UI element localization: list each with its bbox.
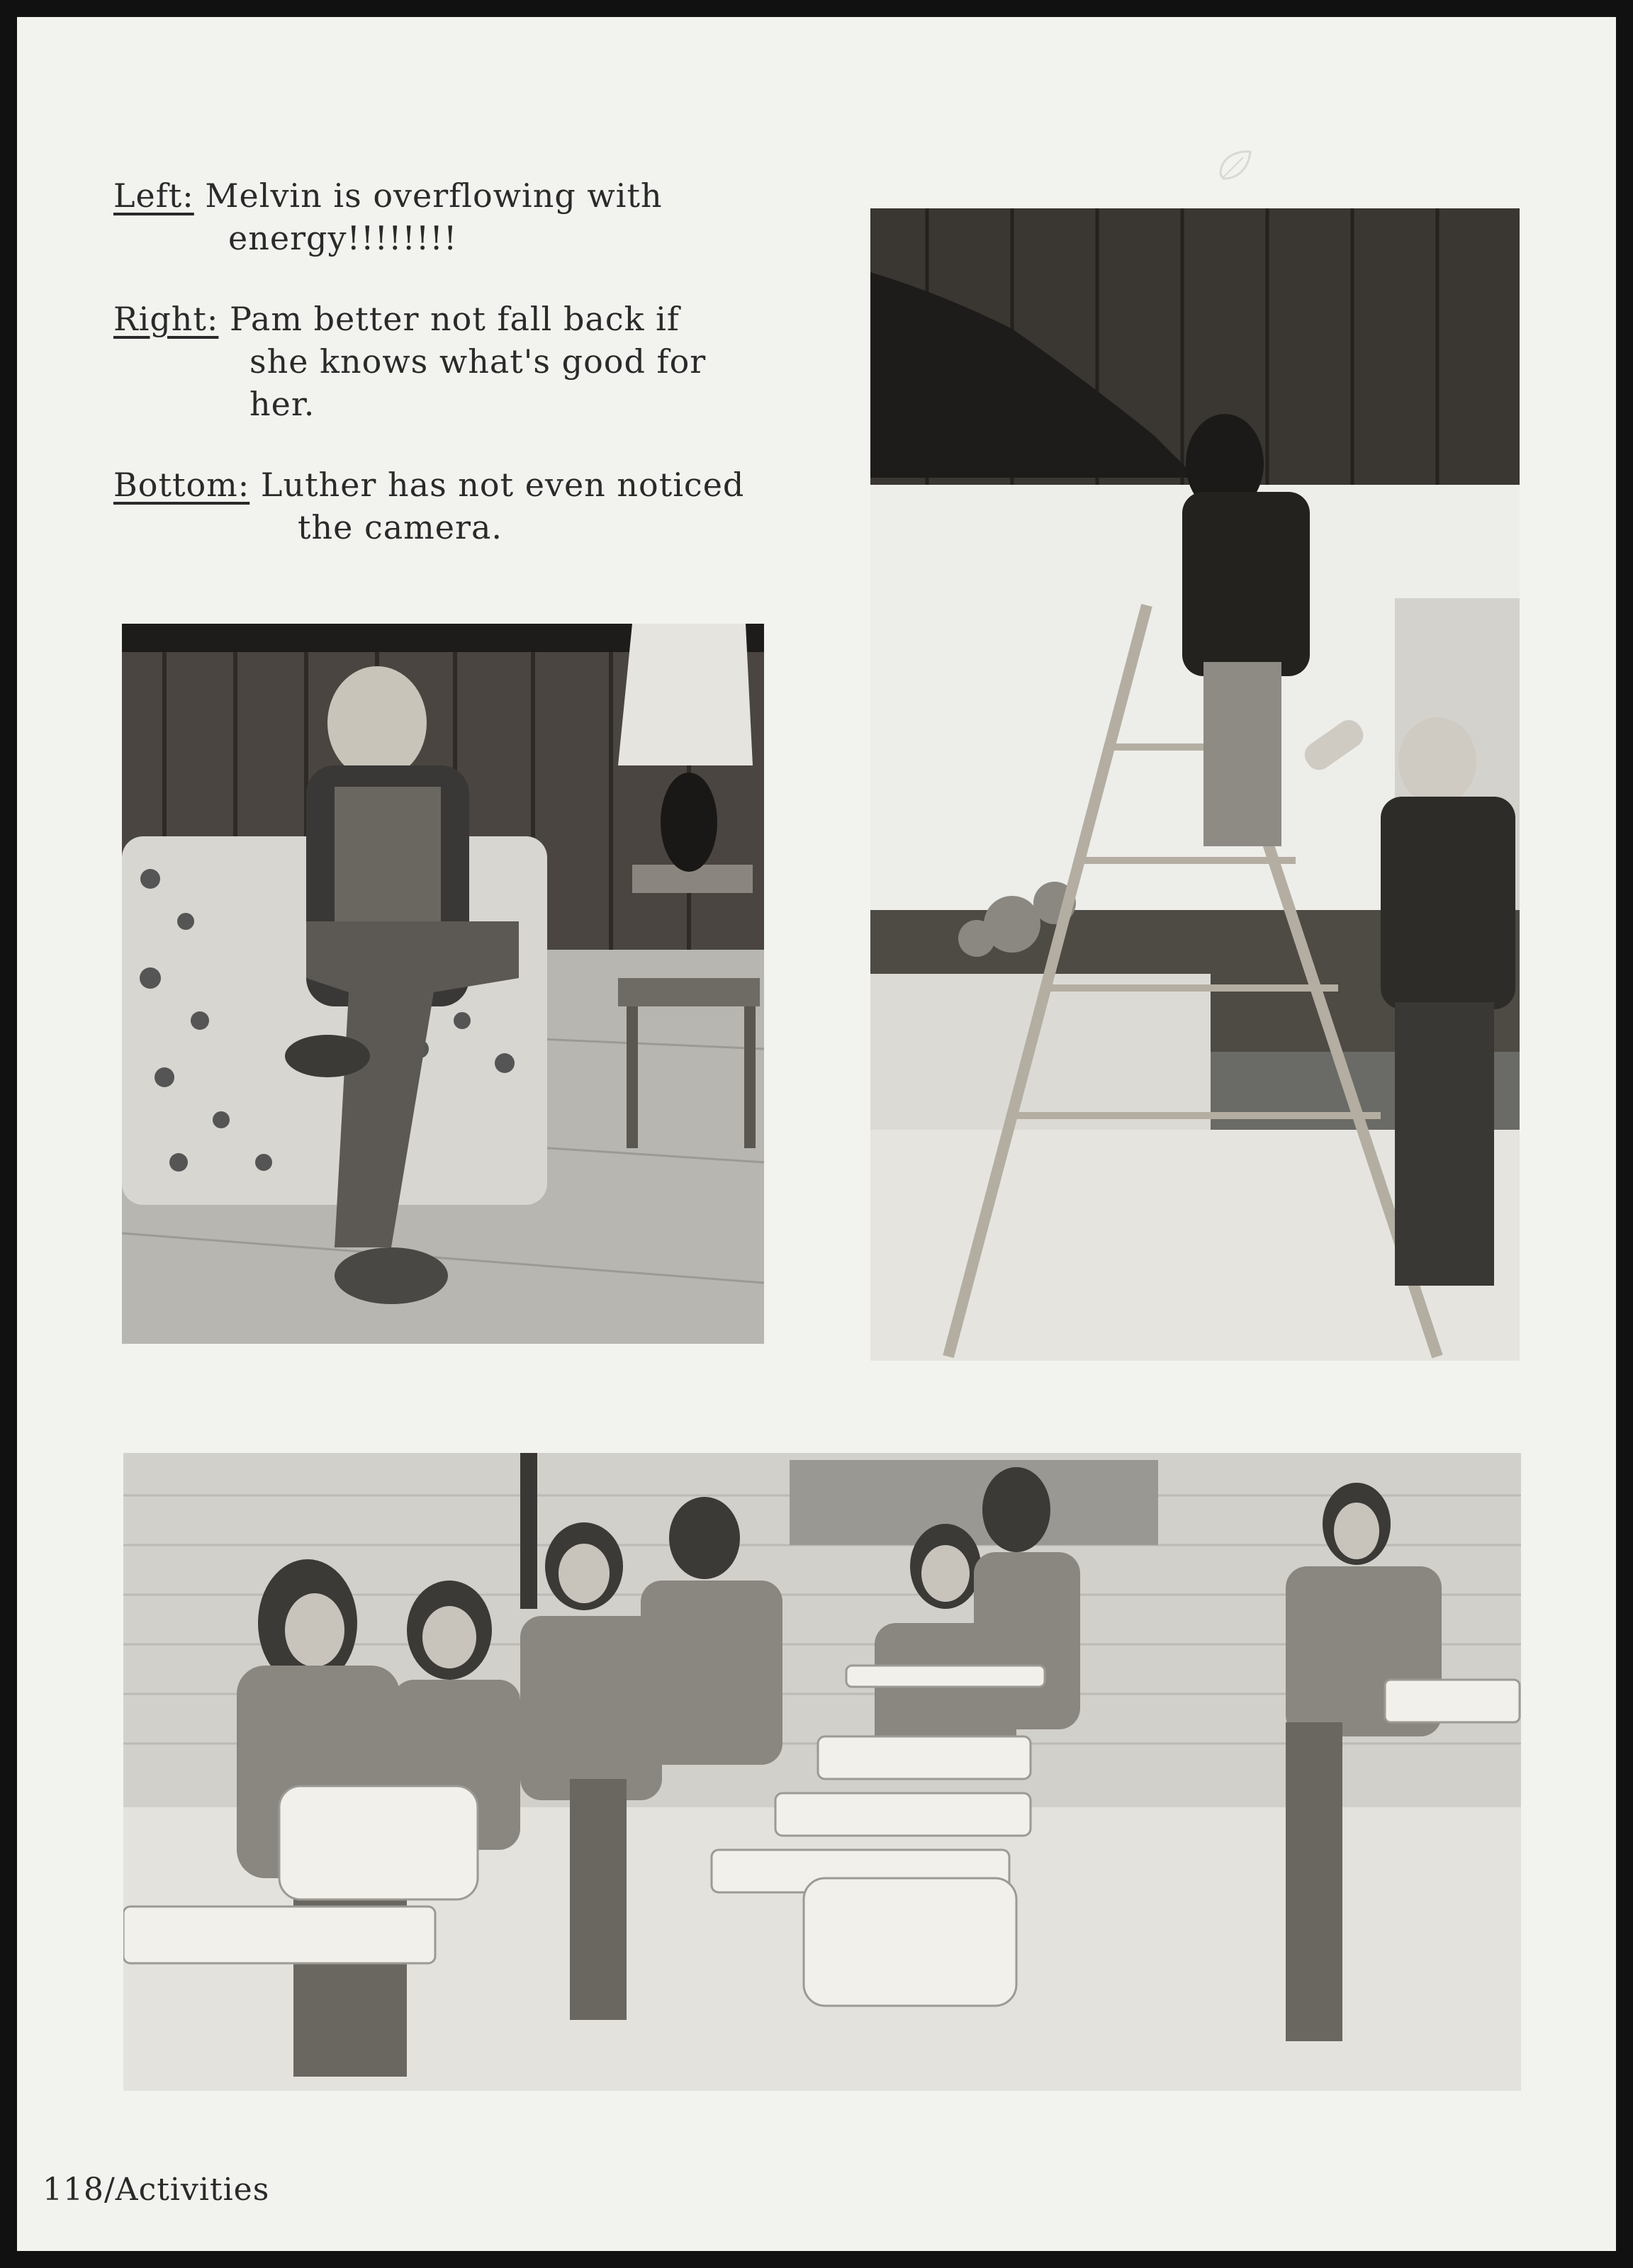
leaf-watermark-icon <box>1215 146 1255 186</box>
caption-bottom <box>113 464 744 549</box>
caption-right-line3: her. <box>249 385 315 423</box>
caption-right-label: Right: <box>113 300 219 338</box>
caption-left-label: Left: <box>113 176 194 215</box>
caption-bottom-line1: Luther has not even noticed <box>260 466 745 504</box>
caption-left-line2: energy!!!!!!!! <box>228 219 458 257</box>
caption-left-line1: Melvin is overflowing with <box>205 176 663 215</box>
caption-right-line1: Pam better not fall back if <box>230 300 680 338</box>
caption-left <box>113 174 663 259</box>
caption-right <box>113 298 706 425</box>
photo-left <box>122 624 764 1344</box>
photo-right <box>870 208 1520 1361</box>
page-folio: 118/Activities <box>43 2172 270 2208</box>
yearbook-page <box>17 17 1616 2251</box>
caption-bottom-label: Bottom: <box>113 466 250 504</box>
caption-bottom-line2: the camera. <box>298 508 503 546</box>
caption-right-line2: she knows what's good for <box>249 342 707 381</box>
photo-bottom <box>123 1453 1521 2091</box>
